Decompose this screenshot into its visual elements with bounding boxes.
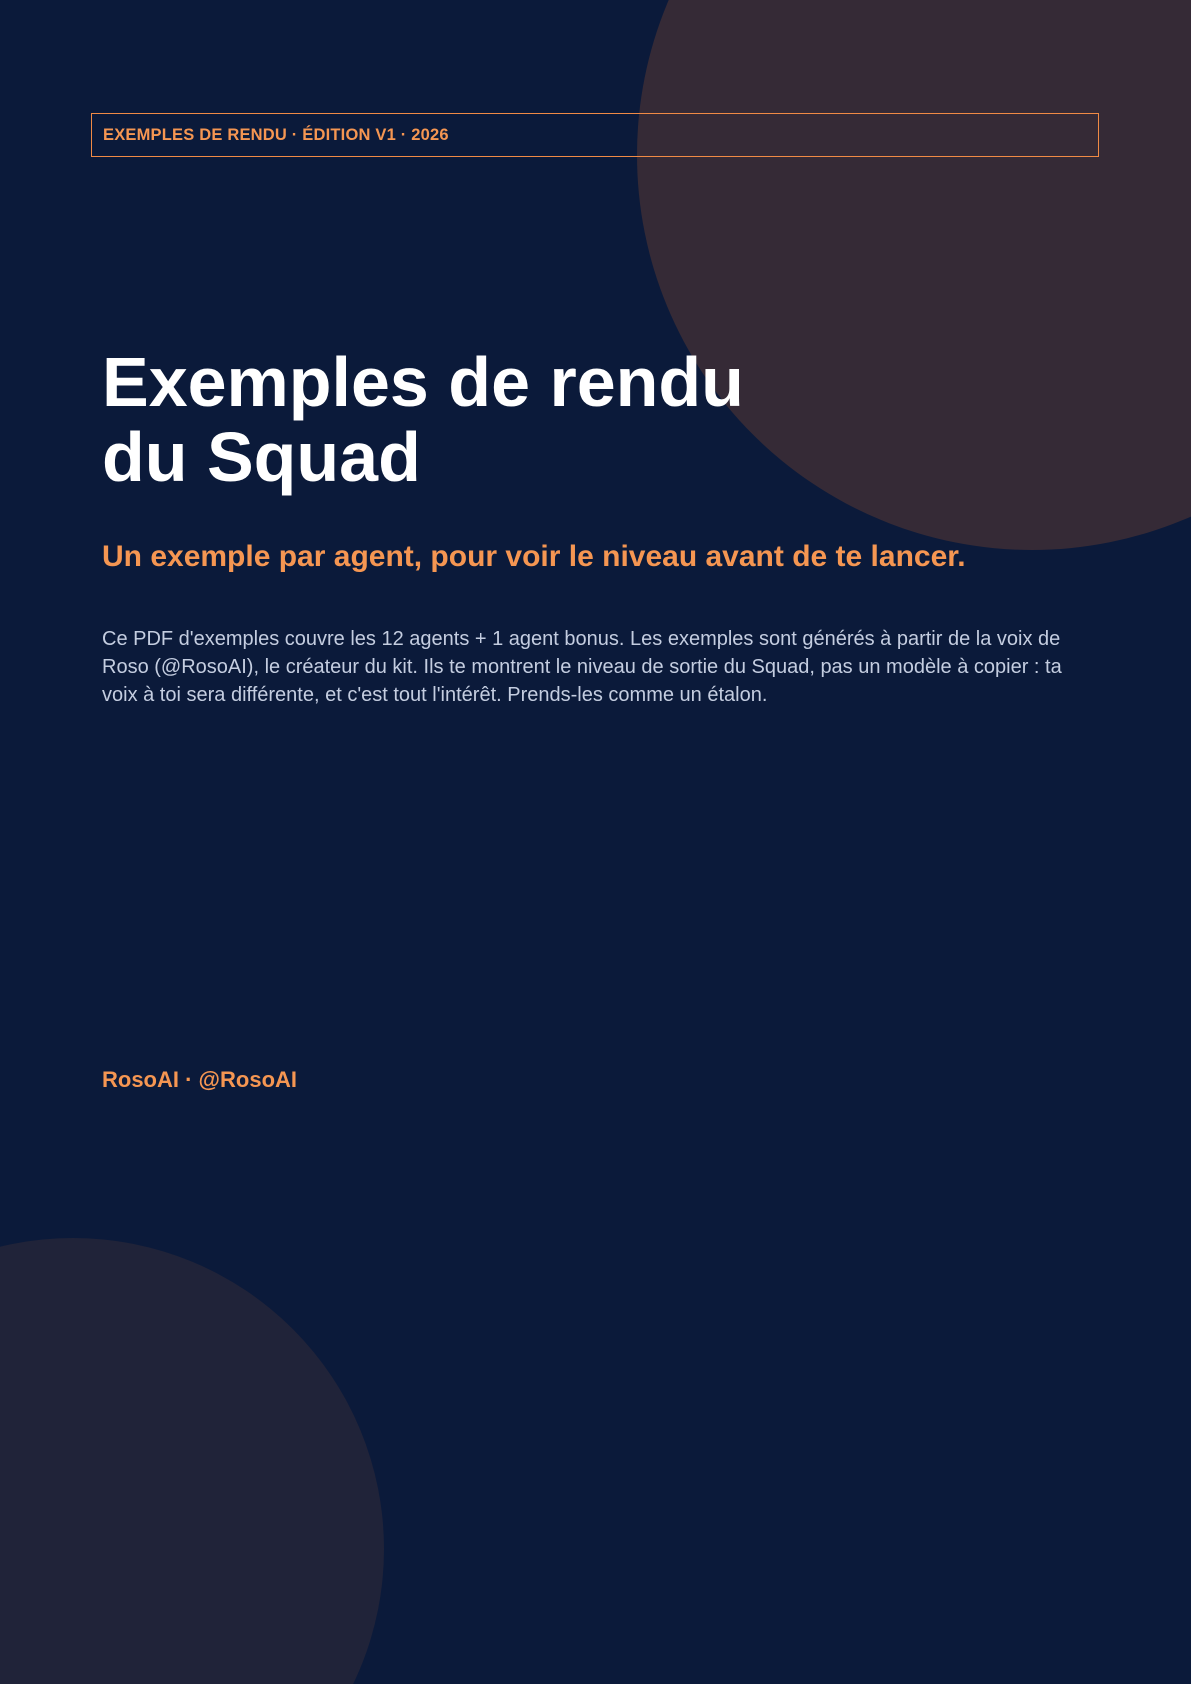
title-line-1: Exemples de rendu	[102, 343, 744, 421]
title-line-2: du Squad	[102, 418, 421, 496]
author-credit: RosoAI · @RosoAI	[102, 1067, 298, 1092]
decorative-circle-bottom-left	[0, 1238, 384, 1684]
intro-paragraph: Ce PDF d'exemples couvre les 12 agents + 1 agent bonus. Les exemples sont générés à partir de la voix de Roso (@RosoAI), le créateur du kit. Ils te montrent le niveau de sortie du Squad, pas un modèle à copier : ta voix à toi sera différente, et c'est tout l'intérêt. Prends-les comme un étalon.	[102, 628, 1062, 706]
edition-banner	[91, 113, 1099, 157]
subtitle: Un exemple par agent, pour voir le niveau avant de te lancer.	[102, 540, 966, 573]
page-title	[102, 345, 744, 495]
edition-label: EXEMPLES DE RENDU · ÉDITION V1 · 2026	[103, 125, 449, 144]
